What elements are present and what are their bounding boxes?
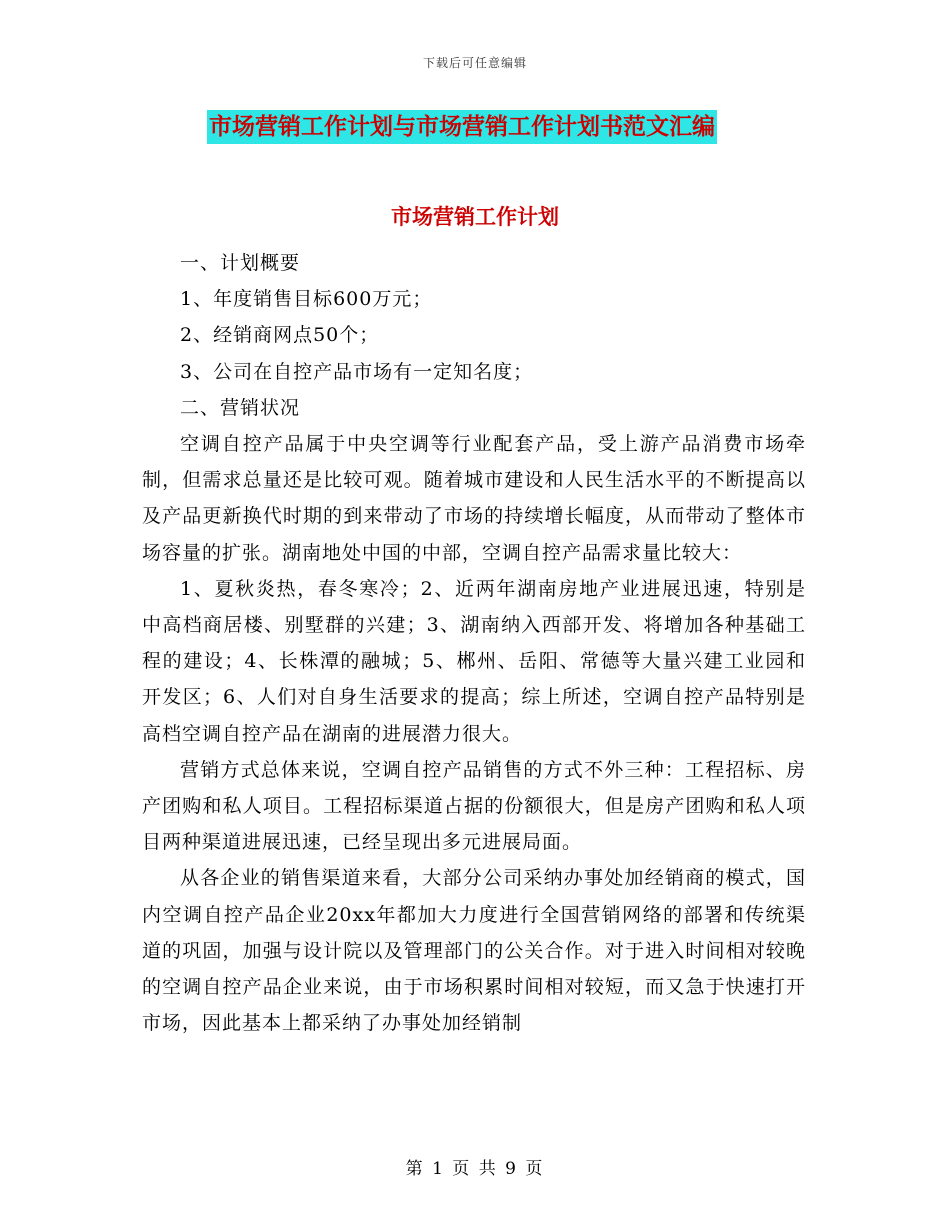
paragraph-heading-marketing-status: 二、营销状况 — [180, 396, 301, 419]
paragraph-sales-target: 1、年度销售目标600万元； — [180, 288, 433, 311]
paragraph-brand-awareness: 3、公司在自控产品市场有一定知名度； — [180, 360, 534, 383]
paragraph-market-overview: 空调自控产品属于中央空调等行业配套产品，受上游产品消费市场牵制，但需求总量还是比较可观。随着城市建设和人民生活水平的不断提高以及产品更新换代时期的到来带动了市场的持续增长幅度，从而带动了整体市场容量的扩张。湖南地处中国的中部，空调自控产品需求量比较大： — [142, 433, 806, 564]
paragraph-sales-methods: 营销方式总体来说，空调自控产品销售的方式不外三种：工程招标、房产团购和私人项目。工程招标渠道占据的份额很大，但是房产团购和私人项目两种渠道进展迅速，已经呈现出多元进展局面。 — [142, 758, 806, 854]
section-title: 市场营销工作计划 — [391, 205, 559, 229]
paragraph-demand-factors: 1、夏秋炎热，春冬寒冷；2、近两年湖南房地产业进展迅速，特别是中高档商居楼、别墅群的兴建；3、湖南纳入西部开发、将增加各种基础工程的建设；4、长株潭的融城；5、郴州、岳阳、常德等大量兴建工业园和开发区；6、人们对自身生活要求的提高；综上所述，空调自控产品特别是高档空调自控产品在湖南的进展潜力很大。 — [142, 577, 806, 745]
header-note: 下载后可任意编辑 — [422, 56, 527, 70]
page-number-footer: 第 1 页 共 9 页 — [405, 1159, 545, 1179]
paragraph-dealer-outlets: 2、经销商网点50个； — [180, 324, 380, 347]
document-body — [142, 245, 806, 1041]
document-main-title: 市场营销工作计划与市场营销工作计划书范文汇编 — [207, 110, 717, 144]
paragraph-heading-plan-overview: 一、计划概要 — [180, 252, 301, 274]
paragraph-sales-channels: 从各企业的销售渠道来看，大部分公司采纳办事处加经销商的模式，国内空调自控产品企业20xx年都加大力度进行全国营销网络的部署和传统渠道的巩固，加强与设计院以及管理部门的公关合作。对于进入时间相对较晚的空调自控产品企业来说，由于市场积累时间相对较短，而又急于快速打开市场，因此基本上都采纳了办事处加经销制 — [142, 867, 806, 1035]
